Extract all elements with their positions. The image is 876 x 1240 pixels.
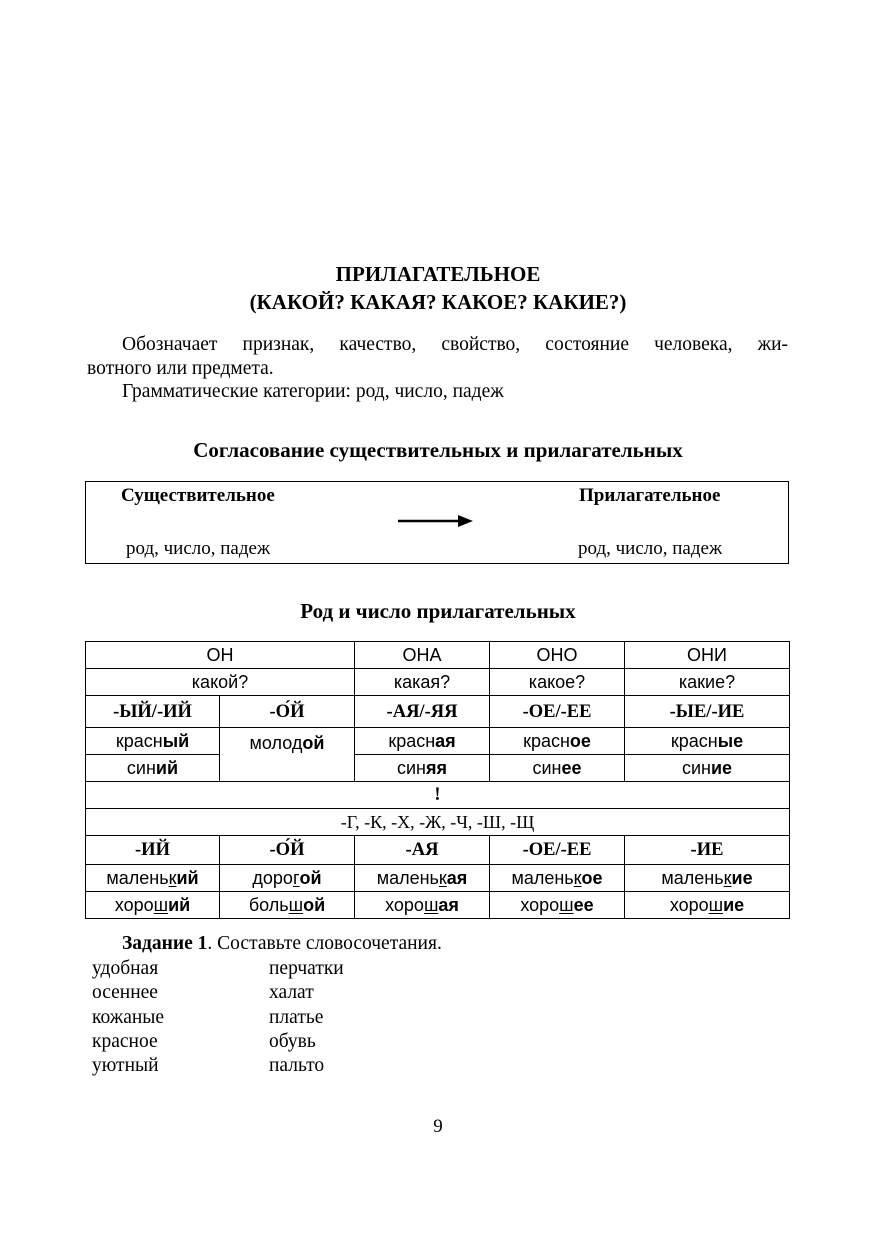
word-ending: ее xyxy=(561,758,582,778)
table-row-pronouns xyxy=(86,642,790,669)
word-consonant: к xyxy=(438,868,447,888)
task-heading xyxy=(122,933,442,955)
word-consonant: ш xyxy=(559,895,574,915)
ending-cell: -ИЕ xyxy=(625,836,790,865)
word-ending: ые xyxy=(717,731,744,751)
intro-line-1: Обозначает признак, качество, свойство, состояние человека, жи- xyxy=(122,334,788,355)
word-stem: малень xyxy=(661,868,724,888)
word-ending: яя xyxy=(425,758,447,778)
word-consonant: к xyxy=(573,868,582,888)
table-row-endings xyxy=(86,696,790,728)
table-row-example-2 xyxy=(86,755,790,782)
word-stem: син xyxy=(532,758,562,778)
example-cell xyxy=(625,728,790,755)
example-cell xyxy=(625,865,790,892)
list-item: кожаные xyxy=(92,1006,165,1028)
example-cell xyxy=(355,755,490,782)
ending-cell: -О́Й xyxy=(220,836,355,865)
word-stem: син xyxy=(126,758,156,778)
arrow-right-icon xyxy=(398,513,473,529)
ending-cell: -ЫЙ/-ИЙ xyxy=(86,696,220,728)
noun-list xyxy=(269,957,344,1078)
title-line-2: (КАКОЙ? КАКАЯ? КАКОЕ? КАКИЕ?) xyxy=(249,290,627,314)
ending-cell: -ЫЕ/-ИЕ xyxy=(625,696,790,728)
list-item: халат xyxy=(269,982,314,1004)
word-ending: ой xyxy=(299,868,322,888)
word-ending: ие xyxy=(710,758,733,778)
pronoun-he: ОН xyxy=(86,642,355,669)
gender-number-heading: Род и число прилагательных xyxy=(300,599,576,623)
word-ending: ая xyxy=(435,731,456,751)
ending-cell: -ОЕ/-ЕЕ xyxy=(490,836,625,865)
list-item: обувь xyxy=(269,1030,316,1052)
list-item: удобная xyxy=(92,958,159,979)
word-stem: красн xyxy=(670,731,718,751)
example-cell xyxy=(355,892,490,919)
table-row-endings-2 xyxy=(86,836,790,865)
word-ending: ие xyxy=(731,868,753,888)
word-consonant: ш xyxy=(708,895,724,915)
example-cell xyxy=(86,892,220,919)
example-cell xyxy=(86,755,220,782)
intro-line-2: вотного или предмета. xyxy=(87,358,274,379)
word-stem: хоро xyxy=(114,895,154,915)
ending-cell: -ИЙ xyxy=(86,836,220,865)
word-ending: ий xyxy=(176,868,199,888)
pronoun-they: ОНИ xyxy=(625,642,790,669)
list-item: уютный xyxy=(92,1055,159,1077)
question-fem: какая? xyxy=(355,669,490,696)
table-row-example-3 xyxy=(86,865,790,892)
example-cell xyxy=(625,755,790,782)
word-stem: доро xyxy=(252,868,293,888)
word-consonant: ш xyxy=(153,895,169,915)
table-row-questions xyxy=(86,669,790,696)
list-item: платье xyxy=(269,1006,324,1028)
word-stem: хоро xyxy=(669,895,709,915)
word-ending: ий xyxy=(155,758,179,778)
consonant-list: -Г, -К, -Х, -Ж, -Ч, -Ш, -Щ xyxy=(86,809,790,836)
word-consonant: ш xyxy=(288,895,304,915)
word-stem: син xyxy=(396,758,426,778)
agreement-box xyxy=(85,481,789,564)
word-stem: молод xyxy=(249,733,303,753)
table-row-consonants xyxy=(86,809,790,836)
exclamation-mark: ! xyxy=(86,782,790,809)
list-item: пальто xyxy=(269,1055,325,1077)
word-stem: красн xyxy=(115,731,163,751)
agreement-heading: Согласование существительных и прилагательных xyxy=(193,438,683,462)
word-stem: хоро xyxy=(385,895,424,915)
example-cell xyxy=(86,728,220,755)
adjective-categories: род, число, падеж xyxy=(578,538,723,559)
task-text: . Составьте словосочетания. xyxy=(207,933,442,954)
question-masc: какой? xyxy=(86,669,355,696)
example-cell xyxy=(355,865,490,892)
word-consonant: к xyxy=(723,868,732,888)
word-stem: син xyxy=(681,758,711,778)
word-ending: ый xyxy=(162,731,190,751)
example-cell xyxy=(220,728,355,782)
task-label: Задание 1 xyxy=(122,933,208,954)
word-stem: красн xyxy=(523,731,570,751)
word-stem: малень xyxy=(376,868,439,888)
word-consonant: ш xyxy=(423,895,439,915)
adjective-list xyxy=(92,957,164,1078)
word-ending: ая xyxy=(438,895,459,915)
table-row-example-4 xyxy=(86,892,790,919)
adjective-title: Прилагательное xyxy=(579,485,721,506)
example-cell xyxy=(86,865,220,892)
example-cell xyxy=(220,865,355,892)
table-row-example-1 xyxy=(86,728,790,755)
pronoun-she: ОНА xyxy=(355,642,490,669)
ending-cell: -АЯ xyxy=(355,836,490,865)
word-ending: ой xyxy=(303,895,326,915)
word-stem: красн xyxy=(388,731,436,751)
word-ending: ое xyxy=(569,731,591,751)
example-cell xyxy=(490,755,625,782)
ending-cell: -ОЕ/-ЕЕ xyxy=(490,696,625,728)
list-item: красное xyxy=(92,1030,158,1052)
gender-number-table xyxy=(85,641,790,919)
word-ending: ая xyxy=(446,868,468,888)
page-number: 9 xyxy=(433,1116,443,1137)
example-cell xyxy=(490,865,625,892)
word-ending: ий xyxy=(168,895,191,915)
word-consonant: г xyxy=(292,868,300,888)
word-ending: ие xyxy=(723,895,745,915)
page-title xyxy=(0,260,876,316)
intro-line-3: Грамматические категории: род, число, падеж xyxy=(122,381,504,402)
pronoun-it: ОНО xyxy=(490,642,625,669)
table-row-note xyxy=(86,782,790,809)
word-stem: малень xyxy=(511,868,574,888)
example-cell xyxy=(490,728,625,755)
word-ending: ое xyxy=(581,868,603,888)
question-neut: какое? xyxy=(490,669,625,696)
word-stem: малень xyxy=(106,868,169,888)
example-cell xyxy=(220,892,355,919)
example-cell xyxy=(625,892,790,919)
list-item: осеннее xyxy=(92,982,158,1004)
word-consonant: к xyxy=(168,868,177,888)
word-ending: ее xyxy=(573,895,594,915)
word-stem: боль xyxy=(248,895,289,915)
example-cell xyxy=(490,892,625,919)
ending-cell: -АЯ/-ЯЯ xyxy=(355,696,490,728)
list-item: перчатки xyxy=(269,958,344,979)
question-plural: какие? xyxy=(625,669,790,696)
title-line-1: ПРИЛАГАТЕЛЬНОЕ xyxy=(335,262,541,286)
word-ending: ой xyxy=(302,733,325,753)
noun-title: Существительное xyxy=(121,485,275,506)
word-stem: хоро xyxy=(520,895,560,915)
noun-categories: род, число, падеж xyxy=(126,538,271,559)
ending-cell: -О́Й xyxy=(220,696,355,728)
example-cell xyxy=(355,728,490,755)
